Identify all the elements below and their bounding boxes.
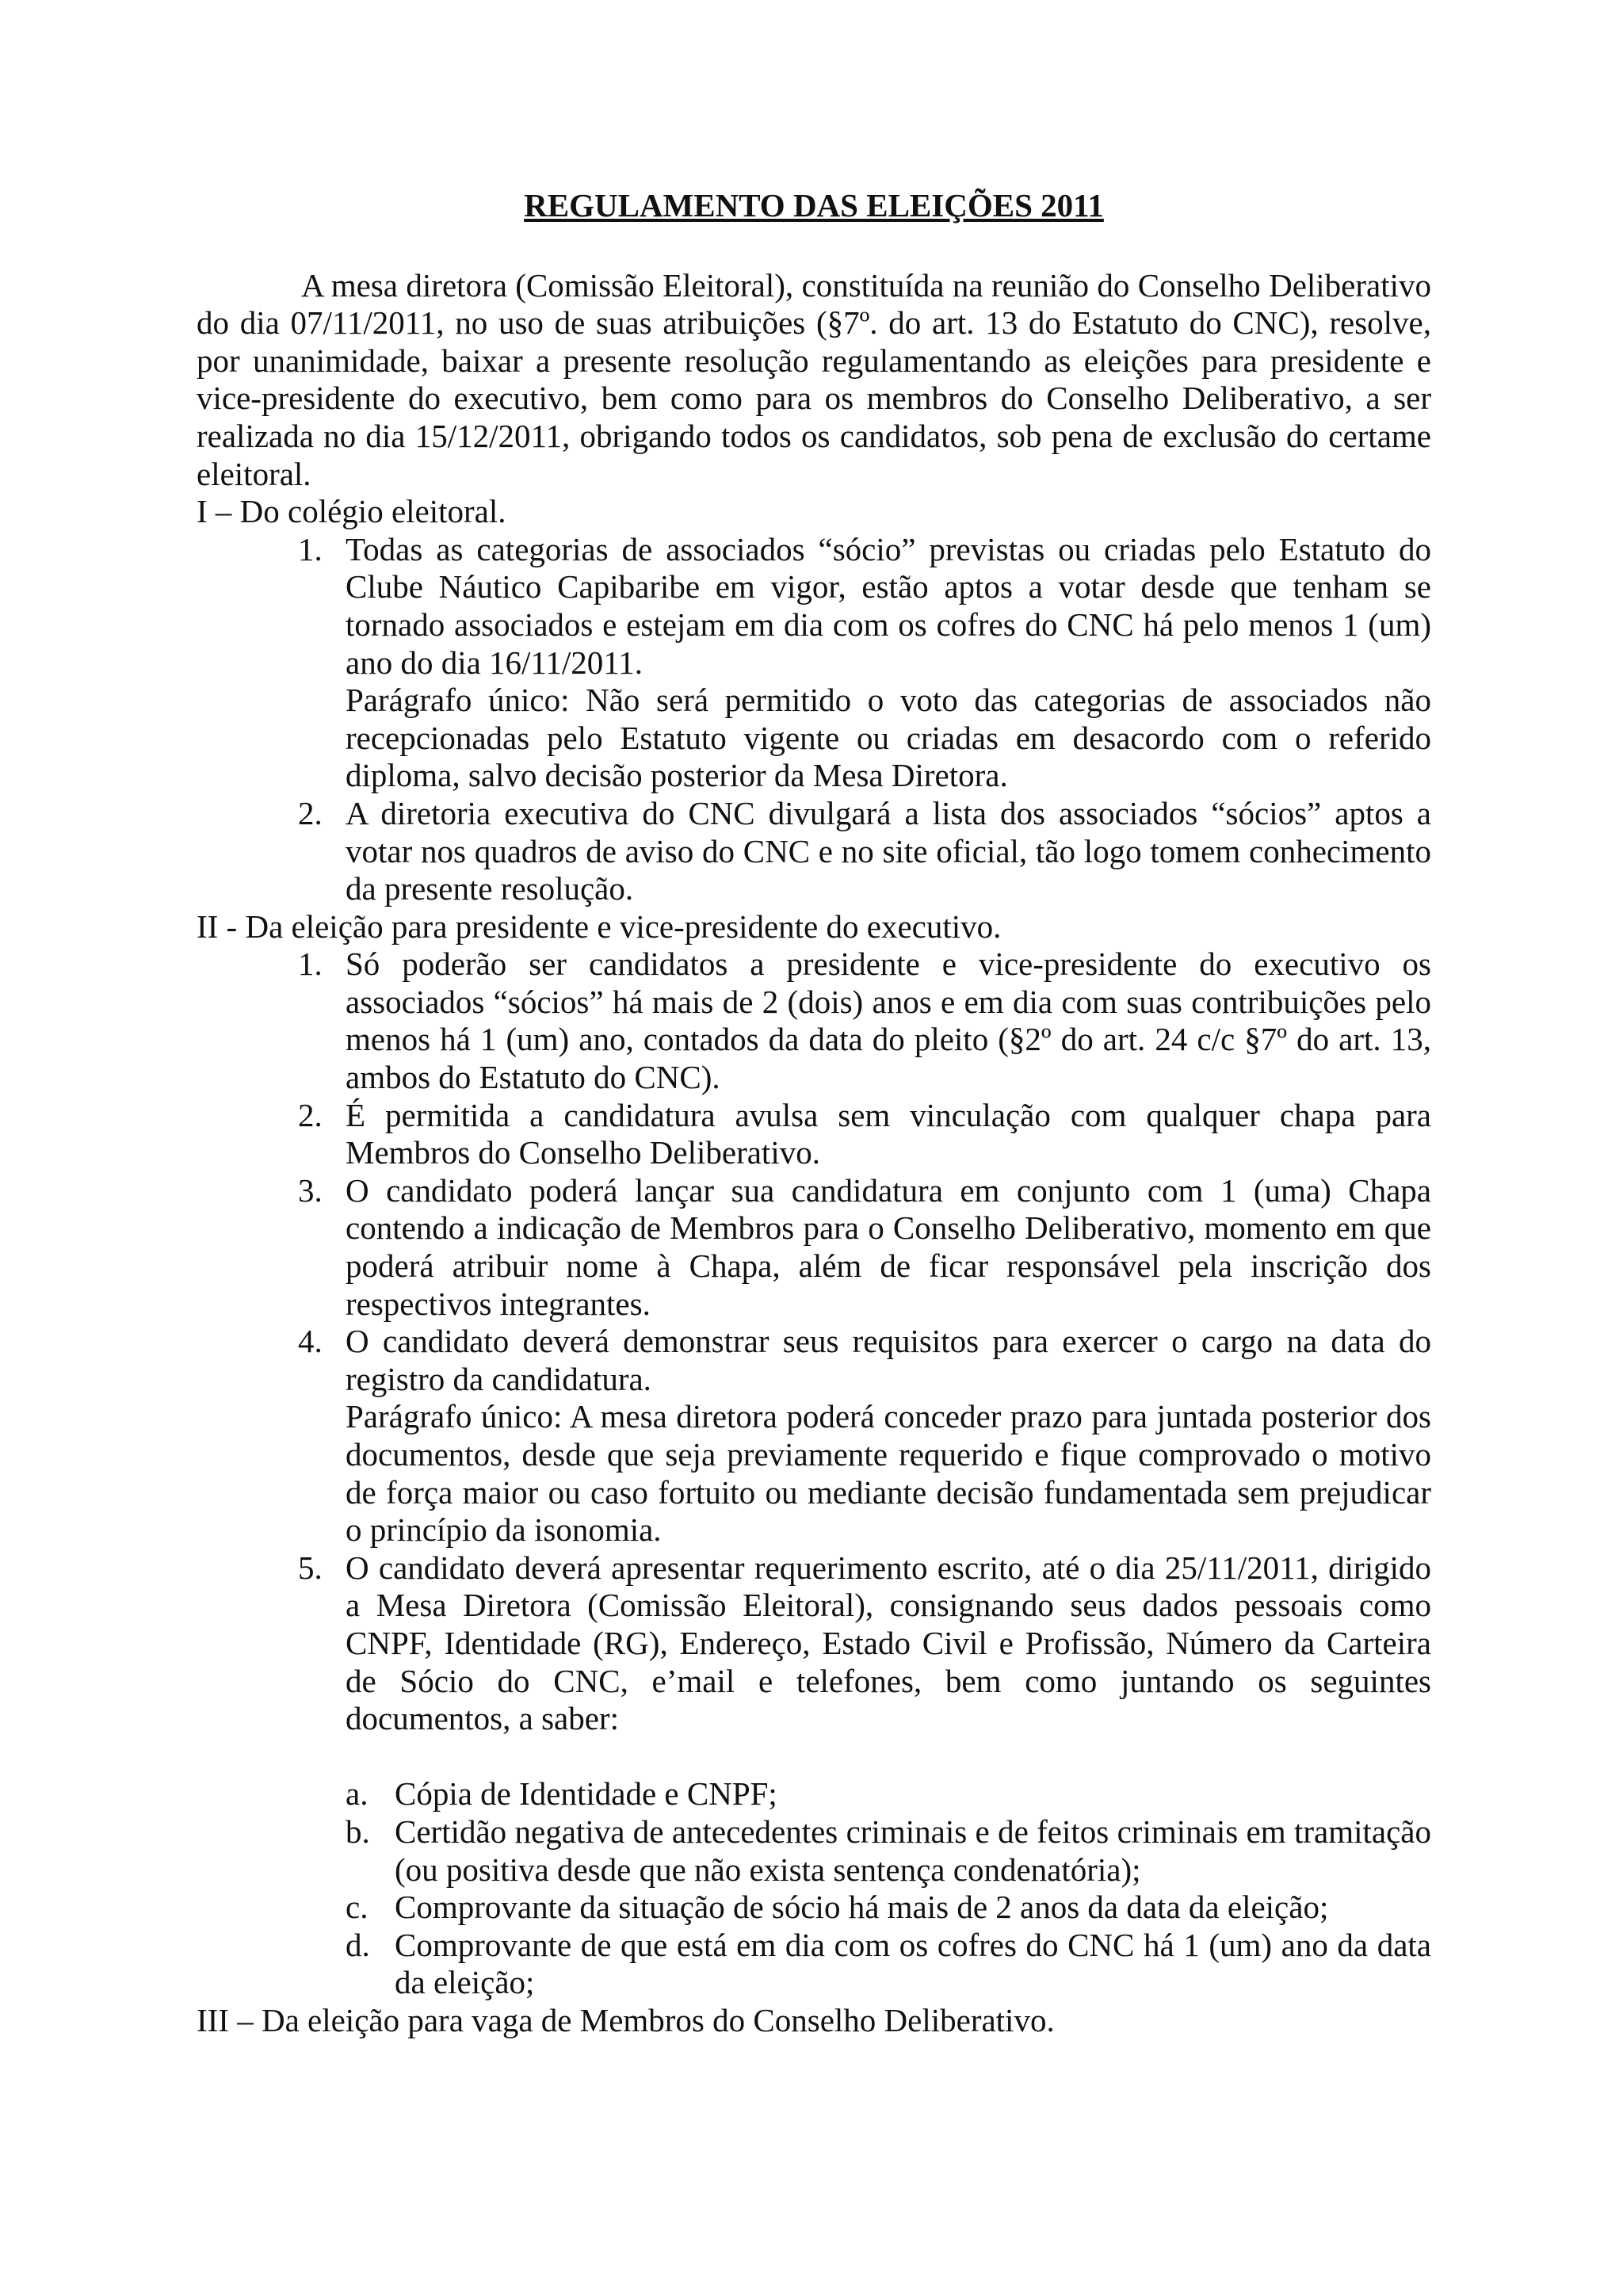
document-page [197, 187, 1431, 2040]
item-text: É permitida a candidatura avulsa sem vinculação com qualquer chapa para Membros do Conselho Deliberativo. [346, 1096, 1431, 1171]
blank-line [197, 1738, 1431, 1776]
sub-item [197, 1775, 1431, 1813]
section-heading-2: II - Da eleição para presidente e vice-presidente do executivo. [197, 907, 1002, 945]
list-item [197, 946, 1431, 1096]
sub-item-text: Comprovante da situação de sócio há mais de 2 anos da data da eleição; [395, 1889, 1329, 1926]
list-item [197, 1549, 1431, 1738]
sub-item-letter: d. [346, 1926, 370, 1963]
item-number: 3. [298, 1171, 323, 1209]
list-item [197, 531, 1431, 682]
item-number: 4. [298, 1323, 323, 1360]
item-number: 5. [298, 1549, 323, 1586]
section-heading-3: III – Da eleição para vaga de Membros do Conselho Deliberativo. [197, 2001, 1055, 2038]
sub-item-text: Comprovante de que está em dia com os cofres do CNC há 1 (um) ano da data da eleição; [395, 1926, 1431, 2001]
sub-item [197, 1927, 1431, 2002]
sub-item [197, 1813, 1431, 1889]
sub-item-letter: b. [346, 1813, 370, 1850]
item-number: 2. [298, 1096, 323, 1133]
item-text: A diretoria executiva do CNC divulgará a lista dos associados “sócios” aptos a votar nos quadros de aviso do CNC e no site oficial, tão logo tomem conhecimento da presente resolução. [346, 794, 1431, 907]
sub-item-letter: c. [346, 1889, 369, 1926]
sub-item-text: Certidão negativa de antecedentes criminais e de feitos criminais em tramitação (ou positiva desde que não exista sentença condenatória); [395, 1813, 1431, 1888]
intro-paragraph: A mesa diretora (Comissão Eleitoral), constituída na reunião do Conselho Deliberativo do dia 07/11/2011, no uso de suas atribuições (§7º. do art. 13 do Estatuto do CNC), resolve, por unanimidade, baixar a presente resolução regulamentando as eleições para presidente e vice-presidente do executivo, bem como para os membros do Conselho Deliberativo, a ser realizada no dia 15/12/2011, obrigando todos os candidatos, sob pena de exclusão do certame eleitoral. [197, 266, 1431, 492]
list-item [197, 1323, 1431, 1398]
item-paragraph: Parágrafo único: Não será permitido o voto das categorias de associados não recepcionadas pelo Estatuto vigente ou criadas em desacordo com o referido diploma, salvo decisão posterior da Mesa Diretora. [346, 682, 1431, 794]
item-paragraph: Parágrafo único: A mesa diretora poderá conceder prazo para juntada posterior dos documentos, desde que seja previamente requerido e fique comprovado o motivo de força maior ou caso fortuito ou mediante decisão fundamentada sem prejudicar o princípio da isonomia. [346, 1398, 1431, 1549]
item-text: O candidato poderá lançar sua candidatura em conjunto com 1 (uma) Chapa contendo a indicação de Membros para o Conselho Deliberativo, momento em que poderá atribuir nome à Chapa, além de ficar responsável pela inscrição dos respectivos integrantes. [346, 1171, 1431, 1322]
item-text: O candidato deverá demonstrar seus requisitos para exercer o cargo na data do registro da candidatura. [346, 1323, 1431, 1397]
item-number: 1. [298, 946, 323, 983]
sub-item-text: Cópia de Identidade e CNPF; [395, 1775, 777, 1813]
list-item [197, 1097, 1431, 1172]
item-number: 1. [298, 530, 323, 567]
section-heading-1: I – Do colégio eleitoral. [197, 493, 506, 530]
item-text: Todas as categorias de associados “sócio” previstas ou criadas pelo Estatuto do Clube Náutico Capibaribe em vigor, estão aptos a votar desde que tenham se tornado associados e estejam em dia com os cofres do CNC há pelo menos 1 (um) ano do dia 16/11/2011. [346, 530, 1431, 681]
item-text: Só poderão ser candidatos a presidente e vice-presidente do executivo os associados “sócios” há mais de 2 (dois) anos e em dia com suas contribuições pelo menos há 1 (um) ano, contados da data do pleito (§2º do art. 24 c/c §7º do art. 13, ambos do Estatuto do CNC). [346, 946, 1431, 1096]
sub-item [197, 1889, 1431, 1927]
list-item [197, 1172, 1431, 1323]
list-item [197, 795, 1431, 908]
sub-item-letter: a. [346, 1775, 369, 1813]
document-title: REGULAMENTO DAS ELEIÇÕES 2011 [524, 187, 1104, 223]
item-text: O candidato deverá apresentar requerimento escrito, até o dia 25/11/2011, dirigido a Mesa Diretora (Comissão Eleitoral), consignando seus dados pessoais como CNPF, Identidade (RG), Endereço, Estado Civil e Profissão, Número da Carteira de Sócio do CNC, e’mail e telefones, bem como juntando os seguintes documentos, a saber: [346, 1549, 1431, 1737]
item-number: 2. [298, 794, 323, 831]
